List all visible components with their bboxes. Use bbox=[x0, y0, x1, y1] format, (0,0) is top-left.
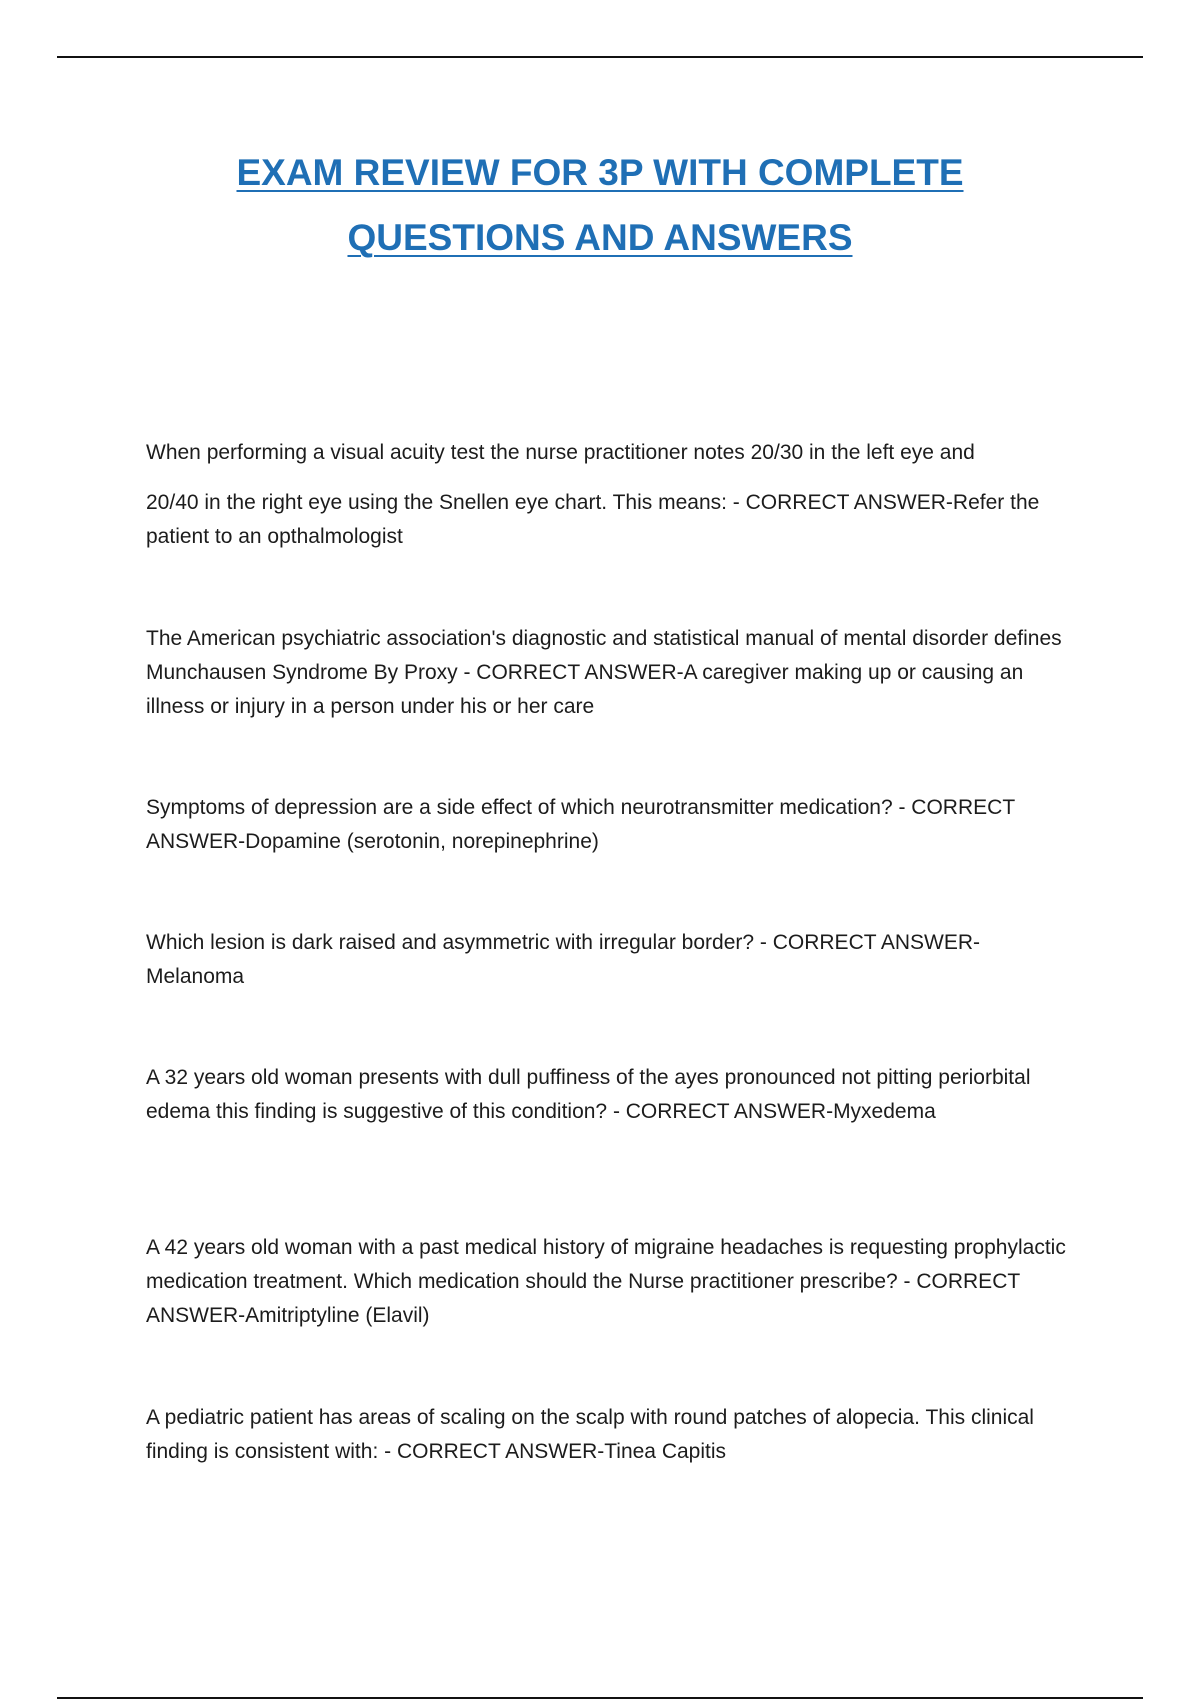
qa-item-myxedema: A 32 years old woman presents with dull puffiness of the ayes pronounced not pitting periorbital edema this finding is suggestive of this condition? - CORRECT ANSWER-Myxedema bbox=[146, 1066, 1031, 1123]
qa-item-visual-acuity bbox=[146, 436, 1066, 554]
qa-item-text: 20/40 in the right eye using the Snellen eye chart. This means: - CORRECT ANSWER-Refer the patient to an opthalmologist bbox=[146, 491, 1040, 548]
qa-item-tinea-capitis: A pediatric patient has areas of scaling on the scalp with round patches of alopecia. This clinical finding is consistent with: - CORRECT ANSWER-Tinea Capitis bbox=[146, 1406, 1034, 1463]
qa-item-melanoma: Which lesion is dark raised and asymmetric with irregular border? - CORRECT ANSWER-Melanoma bbox=[146, 931, 981, 988]
qa-item-migraine: A 42 years old woman with a past medical history of migraine headaches is requesting prophylactic medication treatment. Which medication should the Nurse practitioner prescribe? - CORRECT ANSWER-Amitriptyline (Elavil) bbox=[146, 1236, 1066, 1327]
footer-rule bbox=[57, 1697, 1143, 1699]
qa-item-depression: Symptoms of depression are a side effect of which neurotransmitter medication? - CORRECT ANSWER-Dopamine (serotonin, norepinephrine) bbox=[146, 796, 1015, 853]
title-line-1: EXAM REVIEW FOR 3P WITH COMPLETE bbox=[236, 152, 964, 193]
header-rule bbox=[57, 56, 1143, 58]
qa-item-munchausen: The American psychiatric association's diagnostic and statistical manual of mental disorder defines Munchausen Syndrome By Proxy - CORRECT ANSWER-A caregiver making up or causing an illness or injury in a person under his or her care bbox=[146, 627, 1062, 718]
qa-item-line: When performing a visual acuity test the nurse practitioner notes 20/30 in the left eye and bbox=[146, 441, 975, 464]
document-title bbox=[150, 140, 1050, 270]
title-line-2: QUESTIONS AND ANSWERS bbox=[347, 217, 853, 258]
